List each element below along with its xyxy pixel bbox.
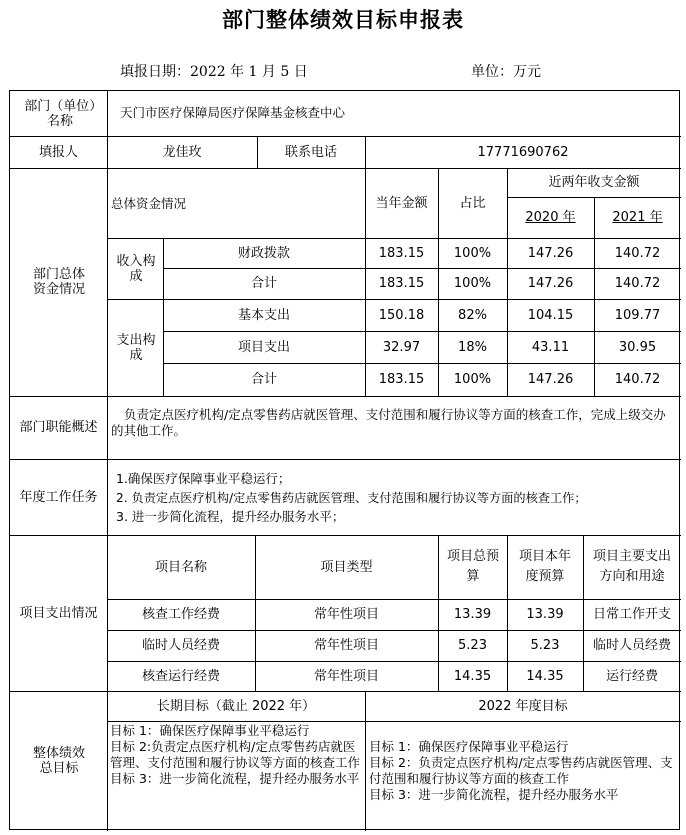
reporter-name: 龙佳玫 — [162, 144, 202, 160]
long-term-header: 长期目标（截止 2022 年） — [156, 698, 316, 714]
funds-header-amount: 当年金额 — [375, 195, 428, 211]
project-row-total: 5.23 — [458, 638, 487, 653]
expense-total-name: 合计 — [250, 372, 277, 387]
expense-total-ratio: 100% — [453, 372, 492, 387]
funds-header-ratio: 占比 — [459, 195, 486, 211]
annual-task-item: 3. 进一步简化流程，提升经办服务水平； — [116, 509, 345, 524]
projects-header-name: 项目名称 — [154, 559, 207, 575]
annual-goal-header: 2022 年度目标 — [478, 698, 568, 714]
income-row-amount: 183.15 — [378, 245, 425, 261]
long-term-goal: 目标 1：确保医疗保障事业平稳运行 — [110, 723, 310, 738]
functions-label: 部门职能概述 — [19, 420, 98, 435]
project-row-total: 14.35 — [453, 668, 492, 684]
expense-basic-2021: 109.77 — [614, 307, 661, 323]
expense-basic-2020: 104.15 — [527, 307, 574, 323]
project-row-purpose: 运行经费 — [605, 668, 658, 684]
phone-label: 联系电话 — [284, 144, 337, 160]
income-row-ratio: 100% — [453, 245, 492, 261]
income-total-ratio: 100% — [453, 276, 492, 291]
project-row-name: 核查运行经费 — [141, 668, 220, 684]
project-row-name: 临时人员经费 — [141, 638, 220, 653]
income-row-2020: 147.26 — [527, 245, 574, 261]
project-row-purpose: 日常工作开支 — [592, 607, 671, 622]
expense-total-amount: 183.15 — [378, 372, 425, 387]
page-title: 部门整体绩效目标申报表 — [222, 7, 464, 32]
dept-value: 天门市医疗保障局医疗保障基金核查中心 — [120, 105, 346, 120]
expense-total-2020: 147.26 — [527, 372, 574, 387]
fill-date: 填报日期：2022 年 1 月 5 日 — [120, 64, 308, 80]
long-term-goal: 目标 2:负责定点医疗机构/定点零售药店就医管理、支付范围和履行协议等方面的核查工作 — [110, 739, 361, 770]
long-term-goal: 目标 3：进一步简化流程，提升经办服务水平 — [110, 771, 360, 786]
annual-goals — [369, 739, 679, 803]
annual-goal: 目标 3：进一步简化流程，提升经办服务水平 — [369, 787, 619, 802]
funds-header-recent: 近两年收支金额 — [548, 175, 640, 190]
funds-header-overall: 总体资金情况 — [111, 196, 187, 211]
expense-project-ratio: 18% — [458, 339, 487, 355]
long-term-goals — [110, 723, 364, 787]
projects-header-total: 项目总预算 — [446, 549, 499, 584]
income-row-name: 财政拨款 — [237, 245, 290, 261]
project-row-current: 13.39 — [526, 607, 564, 622]
income-total-2021: 140.72 — [614, 276, 661, 291]
expense-project-2021: 30.95 — [618, 339, 657, 355]
expense-project-amount: 32.97 — [382, 339, 421, 355]
project-row-name: 核查工作经费 — [141, 607, 220, 622]
expense-basic-name: 基本支出 — [237, 307, 290, 323]
funds-header-2021: 2021 年 — [612, 210, 663, 225]
functions-text: 负责定点医疗机构/定点零售药店就医管理、支付范围和履行协议等方面的核查工作，完成上级交办的其他工作。 — [111, 407, 666, 438]
expense-project-2020: 43.11 — [531, 339, 570, 355]
project-row-purpose: 临时人员经费 — [592, 638, 671, 653]
projects-label: 项目支出情况 — [19, 605, 98, 621]
goals-label: 整体绩效总目标 — [32, 746, 85, 776]
income-row-2021: 140.72 — [614, 245, 661, 261]
income-total-2020: 147.26 — [527, 276, 574, 291]
annual-tasks-label: 年度工作任务 — [19, 489, 98, 505]
projects-header-purpose: 项目主要支出方向和用途 — [592, 549, 671, 584]
project-row-current: 14.35 — [526, 668, 564, 684]
income-total-amount: 183.15 — [378, 276, 425, 291]
annual-task-item: 2. 负责定点医疗机构/定点零售药店就医管理、支付范围和履行协议等方面的核查工作； — [116, 491, 587, 505]
dept-label: 部门（单位）名称 — [24, 98, 96, 129]
phone-value: 17771690762 — [477, 144, 569, 160]
project-row-type: 常年性项目 — [313, 607, 379, 622]
expense-label: 支出构成 — [116, 332, 156, 363]
project-row-type: 常年性项目 — [313, 638, 379, 653]
projects-header-current: 项目本年度预算 — [518, 549, 571, 584]
project-row-current: 5.23 — [530, 638, 560, 653]
expense-basic-amount: 150.18 — [378, 307, 425, 323]
expense-project-name: 项目支出 — [237, 339, 290, 355]
project-row-total: 13.39 — [453, 607, 492, 622]
annual-goal: 目标 1：确保医疗保障事业平稳运行 — [369, 739, 569, 754]
report-table — [9, 90, 680, 830]
income-label: 收入构成 — [116, 253, 156, 284]
funds-section-label: 部门总体资金情况 — [32, 267, 85, 297]
annual-task-item: 1.确保医疗保障事业平稳运行； — [116, 471, 291, 486]
expense-basic-ratio: 82% — [458, 307, 487, 323]
project-row-type: 常年性项目 — [313, 668, 379, 684]
projects-header-type: 项目类型 — [320, 559, 373, 575]
reporter-label: 填报人 — [38, 144, 78, 160]
expense-total-2021: 140.72 — [614, 372, 661, 387]
unit-label: 单位：万元 — [471, 64, 541, 80]
income-total-name: 合计 — [250, 276, 277, 291]
annual-goal: 目标 2：负责定点医疗机构/定点零售药店就医管理、支付范围和履行协议等方面的核查工作 — [369, 755, 673, 786]
funds-header-2020: 2020 年 — [525, 210, 576, 225]
